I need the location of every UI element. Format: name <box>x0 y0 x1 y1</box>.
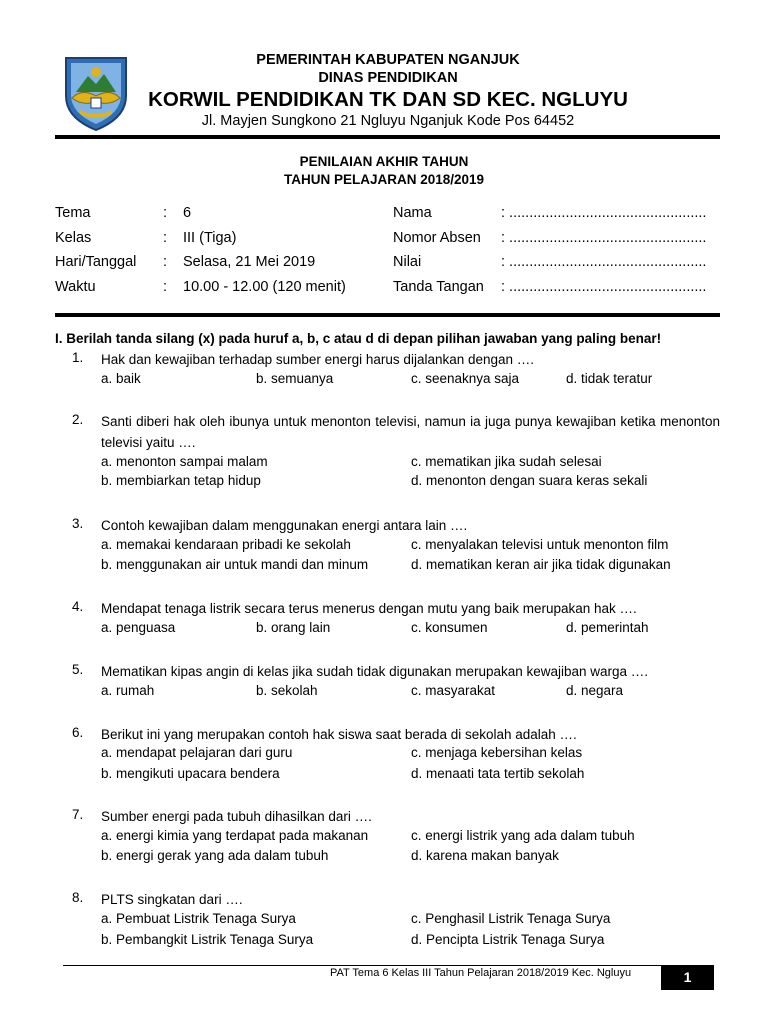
identity-row <box>55 279 725 301</box>
answer-option[interactable]: c. Penghasil Listrik Tenaga Surya <box>411 911 611 926</box>
letterhead-divider <box>55 135 720 139</box>
answer-option[interactable]: a. rumah <box>101 683 155 698</box>
identity-divider <box>55 313 720 317</box>
question-number: 3. <box>72 516 84 531</box>
answer-option[interactable]: b. orang lain <box>256 620 331 635</box>
answer-option[interactable]: d. mematikan keran air jika tidak digunakan <box>411 557 671 572</box>
identity-value: III (Tiga) <box>183 230 237 246</box>
identity-label: Hari/Tanggal <box>55 254 137 270</box>
identity-colon: : <box>163 205 168 221</box>
question-number: 6. <box>72 725 84 740</box>
institution-address: Jl. Mayjen Sungkono 21 Ngluyu Nganjuk Kode Pos 64452 <box>201 113 575 129</box>
roll-number-field[interactable]: : ................................................. <box>501 230 707 246</box>
question-text: Mendapat tenaga listrik secara terus menerus dengan mutu yang baik merupakan hak …. <box>101 601 637 616</box>
answer-option[interactable]: c. seenaknya saja <box>411 371 520 386</box>
answer-option[interactable]: a. mendapat pelajaran dari guru <box>101 745 293 760</box>
question-number: 7. <box>72 807 84 822</box>
question-number: 2. <box>72 412 84 427</box>
answer-option[interactable]: c. konsumen <box>411 620 488 635</box>
identity-colon: : <box>163 279 168 295</box>
identity-row <box>55 254 725 276</box>
answer-option[interactable]: b. semuanya <box>256 371 334 386</box>
answer-option[interactable]: d. tidak teratur <box>566 371 653 386</box>
answer-option[interactable]: d. karena makan banyak <box>411 848 559 863</box>
answer-option[interactable]: b. mengikuti upacara bendera <box>101 766 280 781</box>
identity-label: Tema <box>55 205 91 221</box>
question-text: Santi diberi hak oleh ibunya untuk menonton televisi, namun ia juga punya kewajiban ketika menonton televisi yaitu …. <box>101 414 720 450</box>
footer-text: PAT Tema 6 Kelas III Tahun Pelajaran 2018/2019 Kec. Ngluyu <box>330 967 632 979</box>
answer-option[interactable]: c. mematikan jika sudah selesai <box>411 454 602 469</box>
answer-option[interactable]: a. energi kimia yang terdapat pada makanan <box>101 828 369 843</box>
identity-label: Kelas <box>55 230 92 246</box>
answer-option[interactable]: d. negara <box>566 683 624 698</box>
answer-option[interactable]: c. menyalakan televisi untuk menonton film <box>411 537 669 552</box>
student-field-label: Nomor Absen <box>393 230 481 246</box>
question-text: Sumber energi pada tubuh dihasilkan dari …. <box>101 809 372 824</box>
answer-option[interactable]: a. penguasa <box>101 620 176 635</box>
student-name-field[interactable]: : ................................................. <box>501 205 707 221</box>
question-text: Berikut ini yang merupakan contoh hak siswa saat berada di sekolah adalah …. <box>101 727 577 742</box>
answer-option[interactable]: b. membiarkan tetap hidup <box>101 473 261 488</box>
answer-option[interactable]: b. menggunakan air untuk mandi dan minum <box>101 557 369 572</box>
gov-name: PEMERINTAH KABUPATEN NGANJUK <box>256 52 520 68</box>
answer-option[interactable]: d. menonton dengan suara keras sekali <box>411 473 648 488</box>
question-text: PLTS singkatan dari …. <box>101 892 243 907</box>
page-number: 1 <box>661 965 714 990</box>
question-number: 1. <box>72 350 84 365</box>
office-name: DINAS PENDIDIKAN <box>318 70 458 86</box>
question-text: Contoh kewajiban dalam menggunakan energi antara lain …. <box>101 518 468 533</box>
footer-divider <box>63 965 663 966</box>
answer-option[interactable]: c. menjaga kebersihan kelas <box>411 745 583 760</box>
identity-row <box>55 205 725 227</box>
section-instruction: I. Berilah tanda silang (x) pada huruf a, b, c atau d di depan pilihan jawaban yang paling benar! <box>55 331 662 346</box>
identity-label: Waktu <box>55 279 96 295</box>
question-text: Hak dan kewajiban terhadap sumber energi harus dijalankan dengan …. <box>101 352 535 367</box>
question-number: 4. <box>72 599 84 614</box>
answer-option[interactable]: a. baik <box>101 371 141 386</box>
student-field-label: Nama <box>393 205 432 221</box>
answer-option[interactable]: a. memakai kendaraan pribadi ke sekolah <box>101 537 351 552</box>
answer-option[interactable]: d. pemerintah <box>566 620 649 635</box>
answer-option[interactable]: b. energi gerak yang ada dalam tubuh <box>101 848 329 863</box>
answer-option[interactable]: b. Pembangkit Listrik Tenaga Surya <box>101 932 314 947</box>
answer-option[interactable]: d. Pencipta Listrik Tenaga Surya <box>411 932 605 947</box>
answer-option[interactable]: a. Pembuat Listrik Tenaga Surya <box>101 911 296 926</box>
question-number: 8. <box>72 890 84 905</box>
student-field-label: Nilai <box>393 254 422 270</box>
institution-name: KORWIL PENDIDIKAN TK DAN SD KEC. NGLUYU <box>148 88 628 111</box>
signature-field[interactable]: : ................................................. <box>501 279 707 295</box>
identity-colon: : <box>163 230 168 246</box>
answer-option[interactable]: c. masyarakat <box>411 683 496 698</box>
identity-value: 10.00 - 12.00 (120 menit) <box>183 279 346 295</box>
answer-option[interactable]: d. menaati tata tertib sekolah <box>411 766 585 781</box>
identity-colon: : <box>163 254 168 270</box>
exam-title: PENILAIAN AKHIR TAHUN <box>299 154 469 169</box>
score-field[interactable]: : ................................................. <box>501 254 707 270</box>
student-field-label: Tanda Tangan <box>393 279 484 295</box>
identity-value: Selasa, 21 Mei 2019 <box>183 254 316 270</box>
identity-value: 6 <box>183 205 192 221</box>
question-text: Mematikan kipas angin di kelas jika sudah tidak digunakan merupakan kewajiban warga …. <box>101 664 649 679</box>
answer-option[interactable]: a. menonton sampai malam <box>101 454 268 469</box>
identity-row <box>55 230 725 252</box>
answer-option[interactable]: c. energi listrik yang ada dalam tubuh <box>411 828 635 843</box>
answer-option[interactable]: b. sekolah <box>256 683 318 698</box>
exam-year: TAHUN PELAJARAN 2018/2019 <box>283 172 485 187</box>
question-number: 5. <box>72 662 84 677</box>
